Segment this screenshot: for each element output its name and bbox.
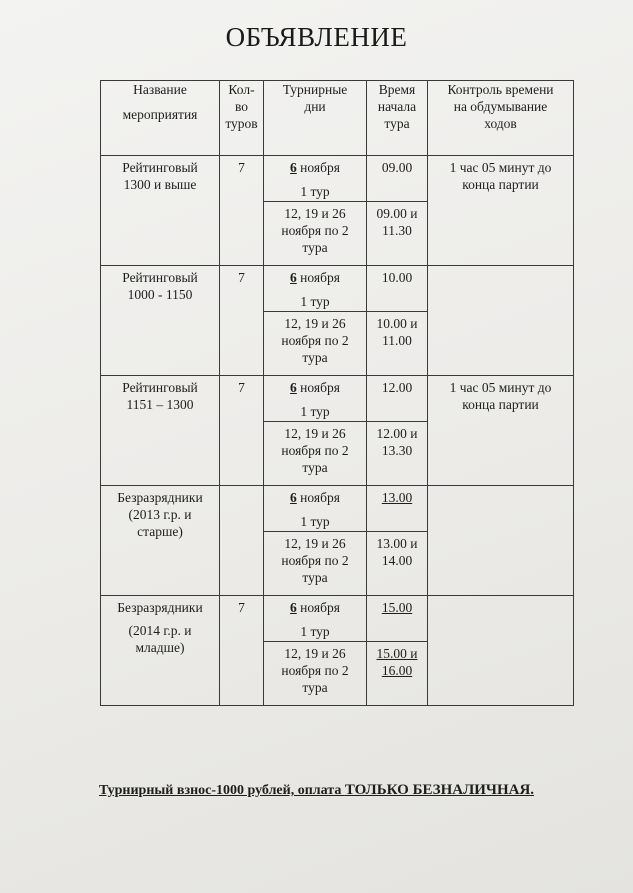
rounds-count: 7 bbox=[220, 596, 264, 706]
first-day: 6 ноября 1 тур bbox=[264, 486, 367, 532]
start-times: 15.00 и 16.00 bbox=[367, 642, 428, 706]
start-times: 10.00 и 11.00 bbox=[367, 312, 428, 376]
event-name: Рейтинговый 1000 - 1150 bbox=[101, 266, 220, 376]
time-control: 1 час 05 минут до конца партии bbox=[428, 376, 574, 486]
first-day: 6 ноября 1 тур bbox=[264, 596, 367, 642]
rounds-count: 7 bbox=[220, 376, 264, 486]
later-days: 12, 19 и 26 ноября по 2 тура bbox=[264, 422, 367, 486]
header-control: Контроль времени на обдумывание ходов bbox=[428, 81, 574, 156]
header-count: Кол- во туров bbox=[220, 81, 264, 156]
first-day: 6 ноября 1 тур bbox=[264, 266, 367, 312]
event-name: Безразрядники (2014 г.р. и младше) bbox=[101, 596, 220, 706]
start-time: 13.00 bbox=[367, 486, 428, 532]
time-control bbox=[428, 596, 574, 706]
header-row bbox=[101, 81, 574, 156]
time-control bbox=[428, 486, 574, 596]
start-times: 13.00 и 14.00 bbox=[367, 532, 428, 596]
rounds-count: 7 bbox=[220, 156, 264, 266]
later-days: 12, 19 и 26 ноября по 2 тура bbox=[264, 312, 367, 376]
time-control: 1 час 05 минут до конца партии bbox=[428, 156, 574, 266]
start-times: 12.00 и 13.30 bbox=[367, 422, 428, 486]
table-row bbox=[101, 596, 574, 642]
later-days: 12, 19 и 26 ноября по 2 тура bbox=[264, 642, 367, 706]
start-time: 15.00 bbox=[367, 596, 428, 642]
later-days: 12, 19 и 26 ноября по 2 тура bbox=[264, 532, 367, 596]
start-times: 09.00 и 11.30 bbox=[367, 202, 428, 266]
schedule-table bbox=[100, 80, 574, 706]
rounds-count: 7 bbox=[220, 266, 264, 376]
start-time: 12.00 bbox=[367, 376, 428, 422]
event-name: Безразрядники (2013 г.р. и старше) bbox=[101, 486, 220, 596]
fee-note: Турнирный взнос-1000 рублей, оплата ТОЛЬКО БЕЗНАЛИЧНАЯ. bbox=[98, 782, 535, 798]
time-control bbox=[428, 266, 574, 376]
header-days: Турнирные дни bbox=[264, 81, 367, 156]
event-name: Рейтинговый 1151 – 1300 bbox=[101, 376, 220, 486]
page-title: ОБЪЯВЛЕНИЕ bbox=[225, 22, 408, 52]
table-row bbox=[101, 266, 574, 312]
event-name: Рейтинговый 1300 и выше bbox=[101, 156, 220, 266]
table-row bbox=[101, 156, 574, 202]
start-time: 09.00 bbox=[367, 156, 428, 202]
table-row bbox=[101, 486, 574, 532]
start-time: 10.00 bbox=[367, 266, 428, 312]
header-event: Название мероприятия bbox=[101, 81, 220, 156]
first-day: 6 ноября 1 тур bbox=[264, 376, 367, 422]
header-time: Время начала тура bbox=[367, 81, 428, 156]
rounds-count bbox=[220, 486, 264, 596]
first-day: 6 ноября 1 тур bbox=[264, 156, 367, 202]
table-row bbox=[101, 376, 574, 422]
later-days: 12, 19 и 26 ноября по 2 тура bbox=[264, 202, 367, 266]
